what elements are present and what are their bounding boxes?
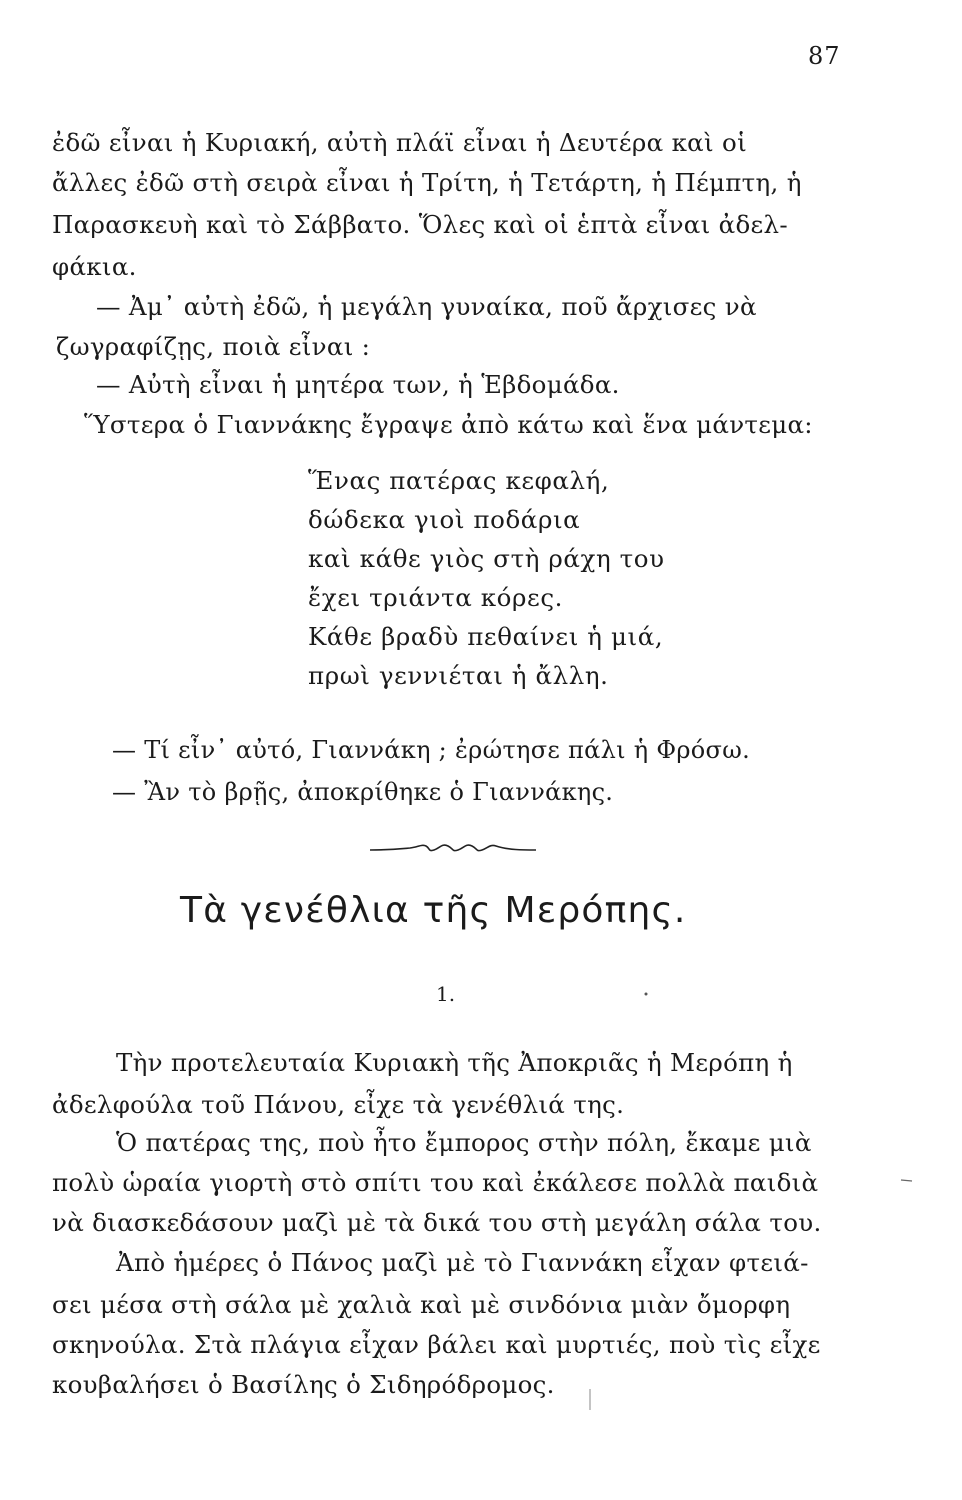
stray-mark [900,1176,914,1184]
text-line: ζωγραφίζῃς, ποιὰ εἶναι : [56,332,371,361]
text-line: Τὴν προτελευταία Κυριακὴ τῆς Ἀποκριᾶς ἡ Μερόπη ἡ [116,1048,793,1077]
poem-line: καὶ κάθε γιὸς στὴ ράχη του [308,544,665,573]
chapter-title: Τὰ γενέθλια τῆς Μερόπης. [180,890,687,931]
text-line: ἄλλες ἐδῶ στὴ σειρὰ εἶναι ἡ Τρίτη, ἡ Τετάρτη, ἡ Πέμπτη, ἡ [52,168,802,197]
stray-mark [642,990,650,998]
text-line: — Αὐτὴ εἶναι ἡ μητέρα των, ἡ Ἑβδομάδα. [96,370,620,399]
poem-line: πρωὶ γεννιέται ἡ ἄλλη. [308,661,609,690]
text-line: Ἀπὸ ἡμέρες ὁ Πάνος μαζὶ μὲ τὸ Γιαννάκη εἶχαν φτειά- [116,1248,809,1277]
section-number: 1. [436,982,456,1006]
riddle-poem [308,466,738,700]
text-line: ἐδῶ εἶναι ἡ Κυριακή, αὐτὴ πλάϊ εἶναι ἡ Δευτέρα καὶ οἱ [52,128,747,157]
poem-line: ἔχει τριάντα κόρες. [308,583,564,612]
text-line: νὰ διασκεδάσουν μαζὶ μὲ τὰ δικά του στὴ μεγάλη σάλα του. [52,1208,822,1237]
text-line: Ὕστερα ὁ Γιαννάκης ἔγραψε ἀπὸ κάτω καὶ ἕνα μάντεμα: [84,410,813,439]
text-line: — Ἂν τὸ βρῇς, ἀποκρίθηκε ὁ Γιαννάκης. [112,778,614,806]
page-number: 87 [808,42,841,70]
poem-line: Ἕνας πατέρας κεφαλή, [308,466,610,495]
stray-mark [586,1388,594,1412]
poem-line: Κάθε βραδὺ πεθαίνει ἡ μιά, [308,622,664,651]
text-line: σει μέσα στὴ σάλα μὲ χαλιὰ καὶ μὲ σινδόνια μιὰν ὄμορφη [52,1290,791,1319]
text-line: Παρασκευὴ καὶ τὸ Σάββατο. Ὅλες καὶ οἱ ἑπτὰ εἶναι ἀδελ- [52,210,788,239]
text-line: κουβαλήσει ὁ Βασίλης ὁ Σιδηρόδρομος. [52,1370,555,1399]
text-line: φάκια. [52,252,137,281]
poem-line: δώδεκα γιοὶ ποδάρια [308,505,581,534]
text-line: Ὁ πατέρας της, ποὺ ἦτο ἔμπορος στὴν πόλη, ἔκαμε μιὰ [116,1128,812,1157]
text-line: πολὺ ὡραία γιορτὴ στὸ σπίτι του καὶ ἐκάλεσε πολλὰ παιδιὰ [52,1168,819,1197]
text-line: — Τί εἶν᾽ αὐτό, Γιαννάκη ; ἐρώτησε πάλι ἡ Φρόσω. [112,736,751,764]
text-line: ἀδελφούλα τοῦ Πάνου, εἶχε τὰ γενέθλιά της. [52,1090,625,1119]
text-line: σκηνούλα. Στὰ πλάγια εἶχαν βάλει καὶ μυρτιές, ποὺ τὶς εἶχε [52,1330,821,1359]
ornament-divider [368,838,538,858]
text-line: — Ἀμ᾽ αὐτὴ ἐδῶ, ἡ μεγάλη γυναίκα, ποῦ ἄρχισες νὰ [96,292,757,321]
